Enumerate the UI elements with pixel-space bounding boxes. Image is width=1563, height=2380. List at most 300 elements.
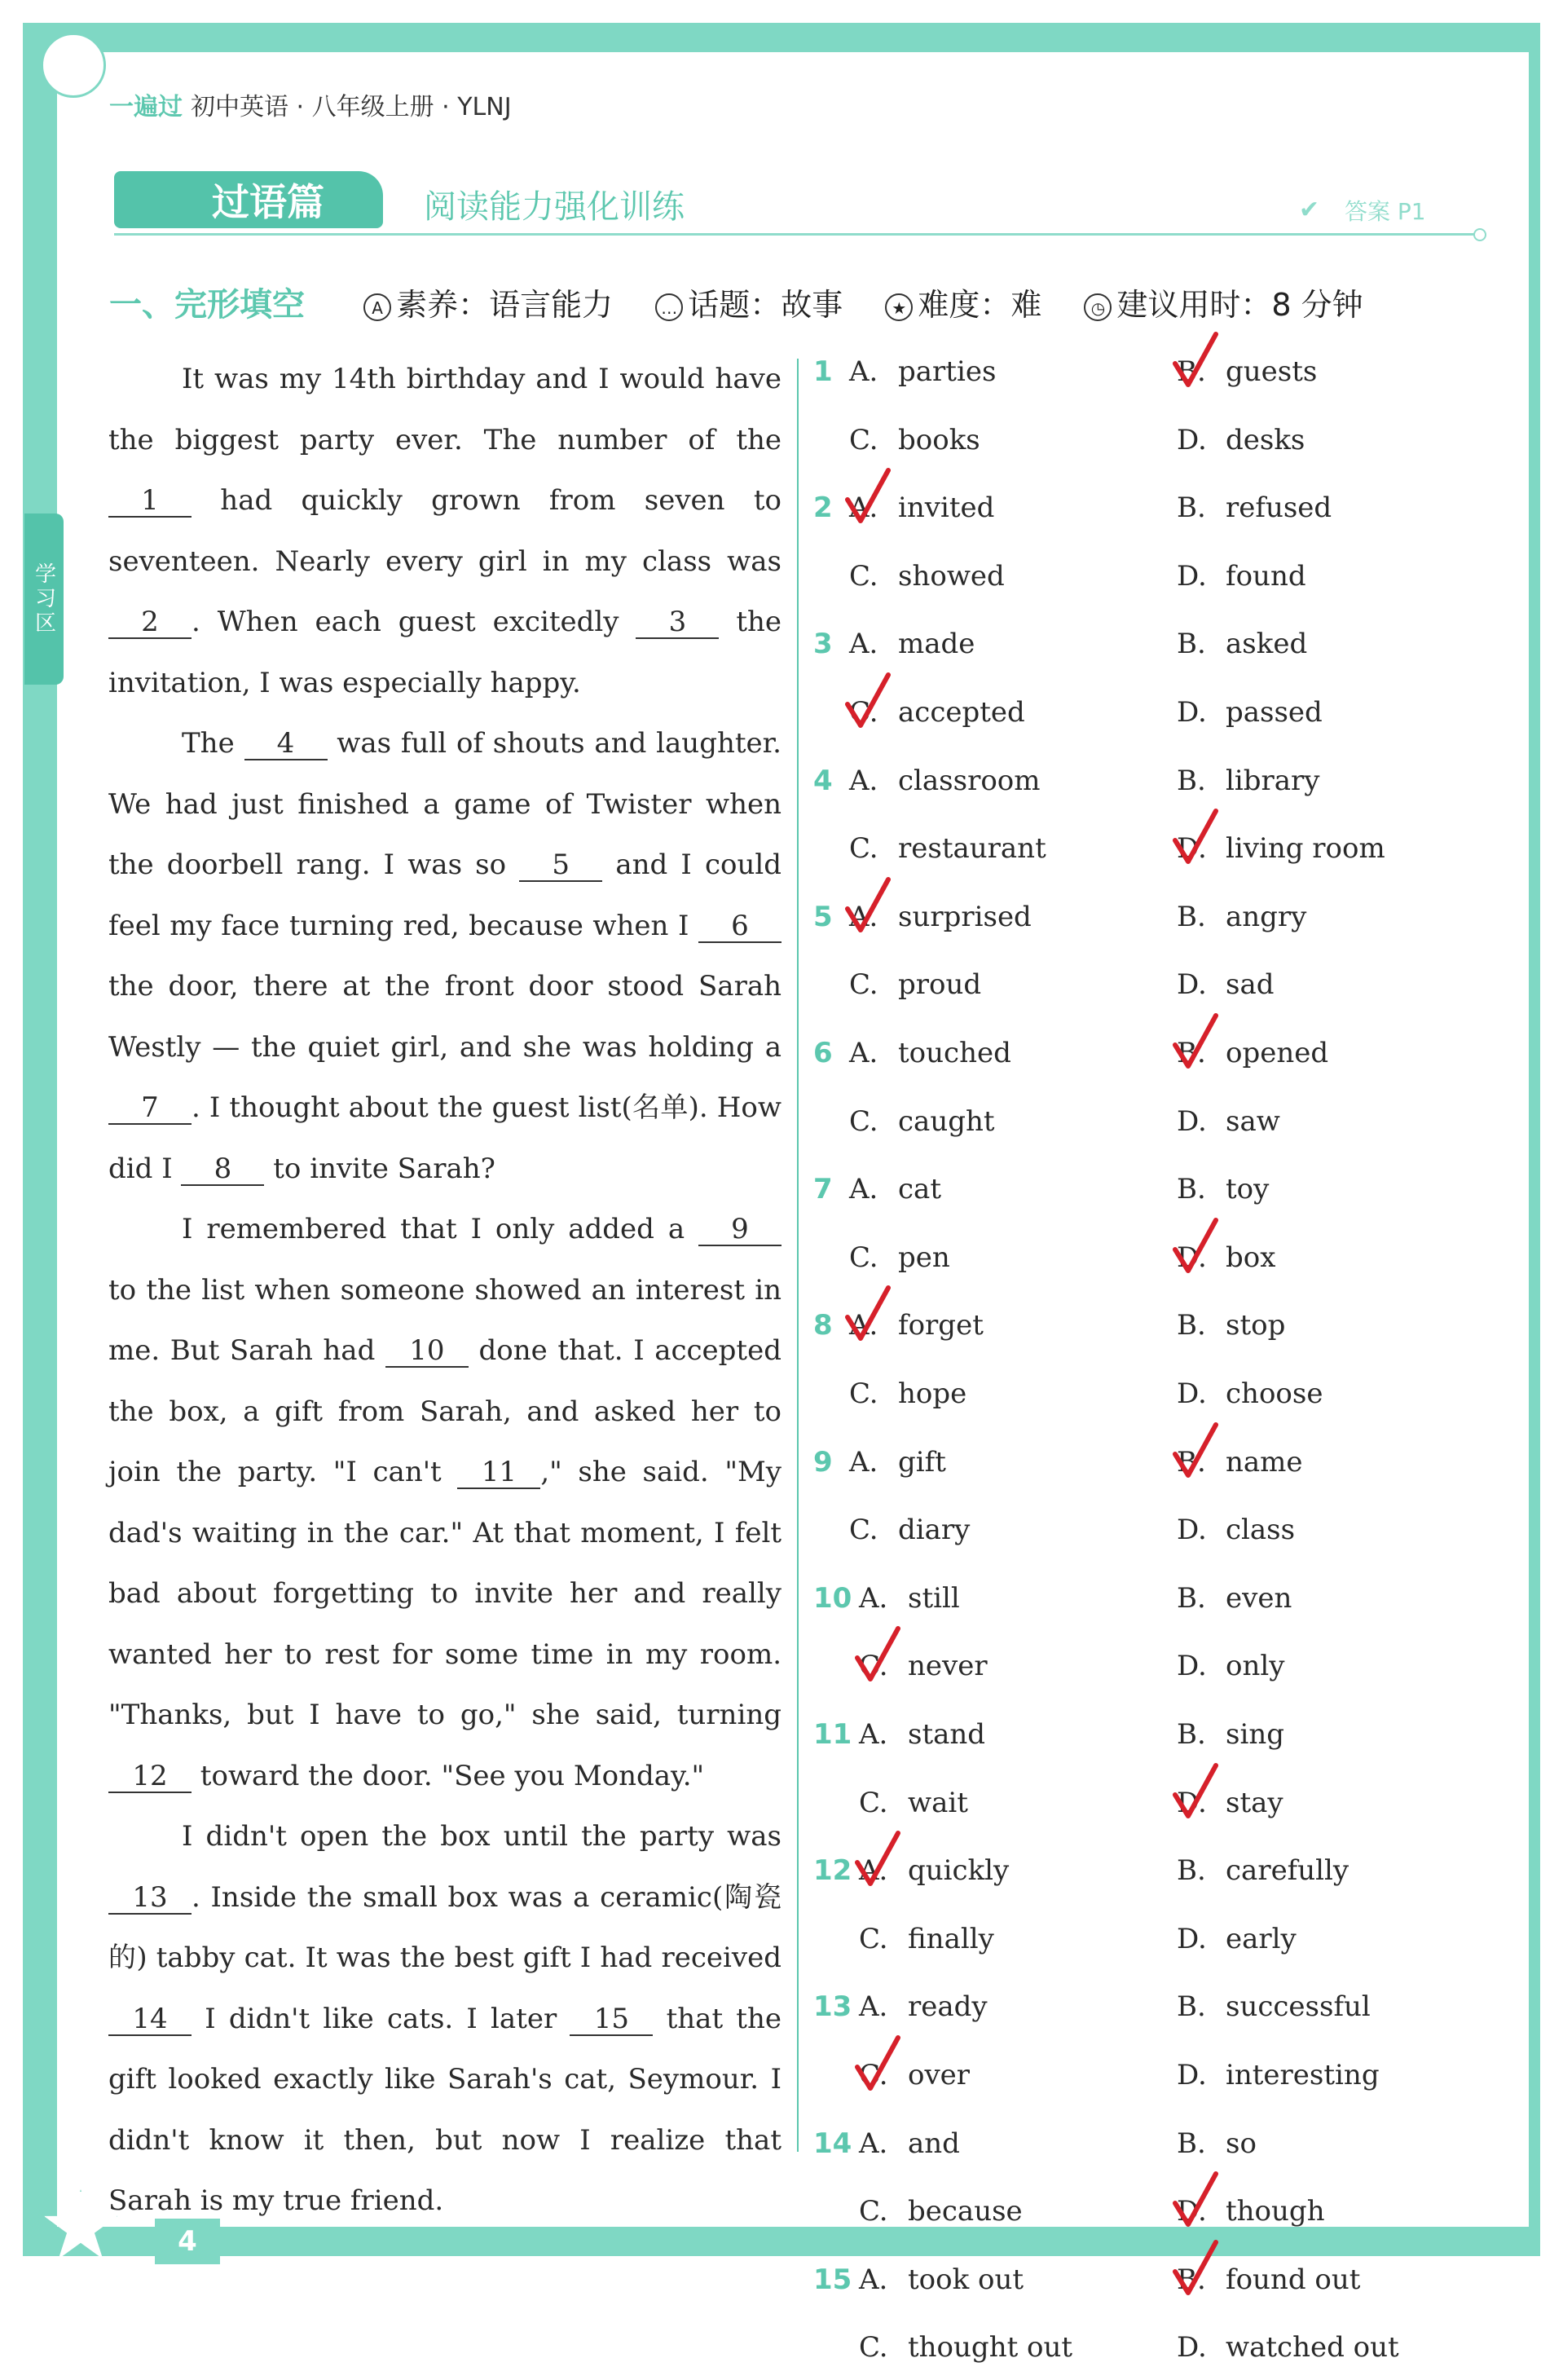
option-letter: C. (859, 2059, 888, 2091)
exercise-meta (109, 279, 1396, 325)
option-letter: B. (1177, 1309, 1206, 1342)
answer-check-icon (844, 467, 892, 526)
question-row (813, 1514, 1530, 1562)
option-text: watched out (1226, 2331, 1399, 2365)
option-d[interactable] (1177, 1650, 1284, 1682)
option-d[interactable] (1177, 832, 1385, 865)
passage-text: It was my 14th birthday and I would have the biggest party ever. The number of the (108, 363, 782, 456)
option-text: living room (1226, 832, 1385, 866)
literacy-label: 素养：语言能力 (396, 287, 614, 323)
passage-text: and I could feel my face turning red, because when I (108, 848, 782, 942)
option-text: opened (1226, 1037, 1329, 1069)
option-text: finally (908, 1922, 994, 1955)
option-letter: A. (859, 1581, 888, 1615)
banner-end-dot (1473, 228, 1486, 241)
option-letter: D. (1177, 2331, 1207, 2365)
option-letter: C. (849, 696, 878, 729)
option-letter: A. (849, 355, 878, 388)
answer-check-icon (854, 2034, 901, 2093)
option-letter: A. (849, 1037, 878, 1069)
option-b[interactable] (1177, 1990, 1371, 2023)
option-text: over (908, 2059, 971, 2091)
option-b[interactable] (1177, 2127, 1257, 2160)
question-number: 15 (813, 2263, 852, 2296)
option-text: thought out (908, 2331, 1073, 2365)
question-row (813, 2127, 1530, 2176)
question-number: 8 (813, 1309, 833, 1342)
option-letter: A. (849, 1445, 878, 1479)
page-frame-top (23, 23, 1540, 52)
question-row (813, 1990, 1530, 2039)
option-text: interesting (1226, 2059, 1380, 2091)
option-letter: A. (859, 1990, 888, 2024)
question-row (813, 1582, 1530, 1631)
running-head (109, 86, 512, 122)
option-letter: B. (1177, 491, 1206, 525)
question-number: 3 (813, 628, 833, 661)
option-text: name (1226, 1445, 1303, 1479)
option-b[interactable] (1177, 1854, 1349, 1887)
question-number: 7 (813, 1173, 833, 1206)
option-b[interactable] (1177, 901, 1306, 933)
option-d[interactable] (1177, 2331, 1399, 2364)
option-b[interactable] (1177, 1173, 1269, 1205)
option-text: classroom (898, 764, 1041, 797)
passage-text: . When each guest excitedly (192, 606, 636, 638)
question-row (813, 491, 1530, 540)
answer-check-icon (1172, 1217, 1219, 1276)
answer-check-icon (1172, 2171, 1219, 2229)
option-b[interactable] (1177, 1582, 1292, 1615)
side-tab: 学习区 (24, 513, 64, 685)
answer-check-icon (1172, 808, 1219, 866)
option-letter: A. (849, 900, 878, 933)
option-letter: D. (1177, 1922, 1207, 1955)
option-text: class (1226, 1514, 1296, 1547)
running-head-text: 初中英语 · 八年级上册 · YLNJ (191, 93, 512, 121)
option-letter: A. (849, 1309, 878, 1342)
option-a[interactable] (849, 355, 996, 388)
question-number: 11 (813, 1718, 852, 1751)
option-text: refused (1226, 491, 1332, 525)
passage-text: The (182, 727, 244, 760)
option-letter: C. (849, 1241, 878, 1274)
topic-label: 话题：故事 (688, 287, 843, 323)
option-c[interactable] (859, 2059, 970, 2091)
option-text: only (1226, 1650, 1285, 1683)
question-row (813, 901, 1530, 950)
option-text: and (908, 2127, 960, 2160)
answer-check-icon (1172, 1762, 1219, 1821)
option-text: pen (898, 1241, 950, 1274)
option-d[interactable] (1177, 560, 1306, 593)
option-b[interactable] (1177, 765, 1320, 797)
option-letter: D. (1177, 559, 1207, 593)
option-text: saw (1226, 1104, 1280, 1138)
option-letter: A. (849, 491, 878, 525)
passage-text: the door, there at the front door stood Sarah Westly — the quiet girl, and she was holding a (108, 970, 782, 1064)
option-c[interactable] (849, 560, 1005, 593)
cloze-blank: 15 (570, 2004, 653, 2036)
option-d[interactable] (1177, 2059, 1380, 2091)
option-text: passed (1226, 696, 1323, 729)
mascot-logo-icon (41, 33, 106, 98)
option-text: toy (1226, 1173, 1270, 1206)
option-c[interactable] (849, 1377, 966, 1410)
option-a[interactable] (859, 2127, 960, 2160)
cloze-blank: 8 (181, 1154, 264, 1186)
brand-name: 一遍过 (109, 93, 183, 121)
option-d[interactable] (1177, 1241, 1275, 1274)
difficulty-icon: ★ (885, 293, 913, 321)
option-text: never (908, 1650, 988, 1683)
question-row (813, 1718, 1530, 1767)
option-d[interactable] (1177, 1105, 1280, 1138)
option-text: box (1226, 1241, 1276, 1274)
clock-icon: ◷ (1084, 293, 1112, 321)
option-a[interactable] (849, 491, 994, 524)
passage-text: I didn't like cats. I later (192, 2002, 570, 2035)
option-letter: D. (1177, 1377, 1207, 1410)
option-letter: C. (849, 423, 878, 456)
cloze-blank: 3 (636, 607, 719, 639)
option-text: early (1226, 1922, 1297, 1955)
option-a[interactable] (849, 628, 975, 660)
passage-text: toward the door. "See you Monday." (192, 1759, 705, 1792)
option-letter: B. (1177, 1173, 1206, 1206)
option-letter: D. (1177, 1514, 1207, 1547)
question-row (813, 1037, 1530, 1086)
option-letter: D. (1177, 832, 1207, 866)
option-a[interactable] (849, 1446, 946, 1479)
option-letter: C. (849, 832, 878, 866)
option-text: guests (1226, 355, 1318, 388)
option-text: accepted (898, 696, 1025, 729)
option-letter: D. (1177, 1104, 1207, 1138)
option-letter: C. (859, 2331, 888, 2365)
option-b[interactable] (1177, 1718, 1284, 1751)
question-row (813, 2195, 1530, 2244)
passage-paragraph (108, 1806, 782, 2232)
cloze-blank: 10 (385, 1336, 469, 1368)
option-text: library (1226, 764, 1320, 797)
option-d[interactable] (1177, 1787, 1283, 1819)
option-letter: D. (1177, 423, 1207, 456)
option-text: invited (898, 491, 995, 525)
option-d[interactable] (1177, 696, 1323, 729)
question-row (813, 765, 1530, 813)
option-text: hope (898, 1377, 967, 1410)
option-text: caught (898, 1104, 995, 1138)
page-number: 4 (155, 2219, 220, 2264)
option-letter: B. (1177, 2263, 1206, 2296)
cloze-blank: 14 (108, 2004, 192, 2036)
answer-check-icon (1172, 1421, 1219, 1480)
option-text: desks (1226, 423, 1305, 456)
option-text: choose (1226, 1377, 1323, 1410)
option-letter: C. (859, 1922, 888, 1955)
option-c[interactable] (849, 1105, 995, 1138)
answer-check-icon (1172, 2239, 1219, 2298)
option-text: quickly (908, 1854, 1010, 1888)
option-c[interactable] (849, 1241, 950, 1274)
option-letter: B. (1177, 1037, 1206, 1069)
option-letter: B. (1177, 2127, 1206, 2160)
question-row (813, 1923, 1530, 1972)
option-letter: C. (859, 1650, 888, 1683)
passage-text: ," she said. "My dad's waiting in the car." At that moment, I felt bad about forgetting to invite her and really wanted her to rest for some time in my room. "Thanks, but I have to go," she said, turning (108, 1456, 782, 1731)
option-letter: A. (859, 1718, 888, 1751)
option-a[interactable] (859, 1582, 960, 1615)
option-text: sad (1226, 968, 1275, 1002)
option-text: diary (898, 1514, 971, 1547)
cloze-blank: 13 (108, 1883, 192, 1915)
option-letter: B. (1177, 1581, 1206, 1615)
option-text: successful (1226, 1990, 1371, 2024)
option-a[interactable] (859, 1854, 1009, 1887)
option-text: surprised (898, 900, 1032, 933)
option-letter: B. (1177, 764, 1206, 797)
cloze-blank: 12 (108, 1761, 192, 1793)
banner-underline (114, 233, 1480, 236)
option-letter: C. (849, 968, 878, 1002)
question-number: 9 (813, 1445, 833, 1479)
option-letter: A. (859, 2263, 888, 2296)
question-row (813, 1650, 1530, 1699)
page-frame-right (1529, 23, 1540, 2256)
option-d[interactable] (1177, 2195, 1325, 2228)
option-text: still (908, 1581, 960, 1615)
option-text: because (908, 2195, 1023, 2228)
passage-text: to the list when someone showed an interest in me. But Sarah had (108, 1273, 782, 1367)
column-divider (797, 359, 799, 2152)
passage-text: was full of shouts and laughter. We had just finished a game of Twister when the doorbell rang. I was so (108, 727, 782, 881)
cloze-blank: 11 (457, 1457, 540, 1489)
option-c[interactable] (859, 1650, 988, 1682)
option-c[interactable] (859, 2195, 1023, 2228)
page-frame-left (23, 23, 57, 2256)
answer-check-icon (854, 1830, 901, 1889)
question-row (813, 1446, 1530, 1495)
option-letter: C. (859, 2195, 888, 2228)
option-b[interactable] (1177, 1037, 1328, 1069)
option-letter: D. (1177, 2195, 1207, 2228)
option-letter: C. (859, 1786, 888, 1819)
option-b[interactable] (1177, 1309, 1285, 1342)
passage-text: the invitation, I was especially happy. (108, 606, 782, 699)
passage-text: . I thought about the guest list(名单). How did I (108, 1091, 782, 1185)
option-text: cat (898, 1173, 941, 1206)
cloze-blank: 2 (108, 607, 192, 639)
option-b[interactable] (1177, 1446, 1303, 1479)
option-a[interactable] (859, 1990, 988, 2023)
option-letter: C. (849, 1104, 878, 1138)
option-text: sing (1226, 1718, 1284, 1751)
literacy-icon: A (363, 293, 391, 321)
option-c[interactable] (859, 1787, 968, 1819)
cloze-blank: 1 (108, 486, 192, 518)
option-a[interactable] (849, 901, 1032, 933)
option-text: found (1226, 559, 1306, 593)
cloze-blank: 6 (698, 911, 782, 943)
question-row (813, 424, 1530, 473)
section-subtitle: 阅读能力强化训练 (424, 188, 685, 226)
question-number: 12 (813, 1854, 852, 1888)
question-number: 6 (813, 1037, 833, 1069)
cloze-blank: 7 (108, 1093, 192, 1125)
option-a[interactable] (859, 2263, 1024, 2296)
time-label: 建议用时：8 分钟 (1116, 287, 1363, 323)
question-number: 14 (813, 2127, 852, 2160)
option-text: proud (898, 968, 982, 1002)
answer-check-icon (854, 1625, 901, 1684)
option-c[interactable] (849, 832, 1046, 865)
option-letter: B. (1177, 900, 1206, 933)
question-number: 4 (813, 764, 833, 797)
cloze-passage (108, 349, 782, 2232)
option-text: asked (1226, 628, 1308, 661)
option-d[interactable] (1177, 1923, 1297, 1955)
question-row (813, 1854, 1530, 1903)
option-text: forget (898, 1309, 984, 1342)
answer-check-icon (844, 876, 892, 935)
passage-text: . Inside the small box was a ceramic(陶瓷的) tabby cat. It was the best gift I had received (108, 1880, 782, 1974)
option-letter: D. (1177, 968, 1207, 1002)
option-c[interactable] (849, 424, 980, 456)
question-row (813, 2331, 1530, 2380)
option-letter: A. (859, 2127, 888, 2160)
option-text: stay (1226, 1786, 1283, 1819)
question-number: 10 (813, 1581, 852, 1615)
answer-check-icon (844, 1285, 892, 1343)
option-letter: D. (1177, 696, 1207, 729)
check-icon: ✔ (1299, 196, 1320, 224)
passage-text: to invite Sarah? (264, 1152, 495, 1185)
option-letter: A. (849, 1173, 878, 1206)
option-text: touched (898, 1037, 1011, 1069)
option-letter: B. (1177, 1990, 1206, 2024)
option-text: stand (908, 1718, 986, 1751)
option-a[interactable] (859, 1718, 985, 1751)
question-row (813, 1241, 1530, 1290)
option-b[interactable] (1177, 491, 1332, 524)
question-row (813, 1105, 1530, 1154)
option-text: parties (898, 355, 997, 388)
option-text: ready (908, 1990, 988, 2024)
option-letter: B. (1177, 1854, 1206, 1888)
option-letter: D. (1177, 1786, 1207, 1819)
option-text: took out (908, 2263, 1024, 2296)
passage-paragraph (108, 1199, 782, 1806)
option-letter: C. (849, 1377, 878, 1410)
option-letter: C. (849, 559, 878, 593)
option-text: showed (898, 559, 1005, 593)
answer-check-icon (1172, 1012, 1219, 1071)
passage-paragraph (108, 713, 782, 1199)
option-a[interactable] (849, 1173, 941, 1205)
option-c[interactable] (859, 1923, 994, 1955)
option-c[interactable] (849, 696, 1025, 729)
option-text: restaurant (898, 832, 1046, 866)
option-d[interactable] (1177, 1377, 1323, 1410)
option-text: gift (898, 1445, 946, 1479)
topic-icon: … (655, 293, 683, 321)
answer-reference: 答案 P1 (1345, 198, 1426, 225)
question-row (813, 1377, 1530, 1426)
question-row (813, 1309, 1530, 1358)
option-a[interactable] (849, 1309, 984, 1342)
option-letter: D. (1177, 1241, 1207, 1274)
section-banner: 过语篇 (114, 171, 383, 228)
question-number: 13 (813, 1990, 852, 2024)
option-text: angry (1226, 900, 1307, 933)
option-d[interactable] (1177, 424, 1305, 456)
option-a[interactable] (849, 1037, 1011, 1069)
passage-text: done that. I accepted the box, a gift from Sarah, and asked her to join the party. "I can't (108, 1334, 782, 1488)
option-c[interactable] (849, 1514, 970, 1546)
option-letter: B. (1177, 628, 1206, 661)
option-letter: D. (1177, 2059, 1207, 2091)
option-text: books (898, 423, 980, 456)
question-row (813, 2263, 1530, 2312)
option-letter: B. (1177, 1445, 1206, 1479)
option-letter: A. (849, 764, 878, 797)
passage-text: I remembered that I only added a (182, 1213, 698, 1245)
question-row (813, 355, 1530, 404)
question-row (813, 832, 1530, 881)
question-row (813, 1173, 1530, 1222)
question-row (813, 696, 1530, 745)
option-d[interactable] (1177, 1514, 1295, 1546)
option-a[interactable] (849, 765, 1041, 797)
option-text: stop (1226, 1309, 1286, 1342)
question-number: 1 (813, 355, 833, 388)
question-row (813, 968, 1530, 1017)
cloze-blank: 4 (244, 729, 328, 760)
question-row (813, 628, 1530, 677)
option-b[interactable] (1177, 355, 1317, 388)
option-letter: A. (849, 628, 878, 661)
passage-text: I didn't open the box until the party was (182, 1820, 782, 1853)
option-text: carefully (1226, 1854, 1349, 1888)
section-title: 一、完形填空 (109, 286, 305, 324)
option-text: made (898, 628, 975, 661)
option-c[interactable] (849, 968, 981, 1001)
passage-text: had quickly grown from seven to seventeen. Nearly every girl in my class was (108, 484, 782, 578)
answer-check-icon (1172, 331, 1219, 390)
option-letter: B. (1177, 355, 1206, 388)
passage-text: that the gift looked exactly like Sarah's cat, Seymour. I didn't know it then, but now I realize that Sarah is my true friend. (108, 2002, 782, 2217)
question-row (813, 1787, 1530, 1836)
answer-check-icon (844, 672, 892, 730)
difficulty-label: 难度：难 (918, 287, 1042, 323)
option-d[interactable] (1177, 968, 1274, 1001)
option-b[interactable] (1177, 2263, 1360, 2296)
cloze-blank: 9 (698, 1214, 782, 1246)
question-number: 5 (813, 900, 833, 933)
option-text: even (1226, 1581, 1292, 1615)
option-text: wait (908, 1786, 968, 1819)
option-letter: B. (1177, 1718, 1206, 1751)
question-number: 2 (813, 491, 833, 525)
cloze-blank: 5 (519, 850, 602, 882)
option-b[interactable] (1177, 628, 1307, 660)
passage-paragraph (108, 349, 782, 713)
option-letter: C. (849, 1514, 878, 1547)
option-text: found out (1226, 2263, 1361, 2296)
option-c[interactable] (859, 2331, 1072, 2364)
question-row (813, 2059, 1530, 2108)
